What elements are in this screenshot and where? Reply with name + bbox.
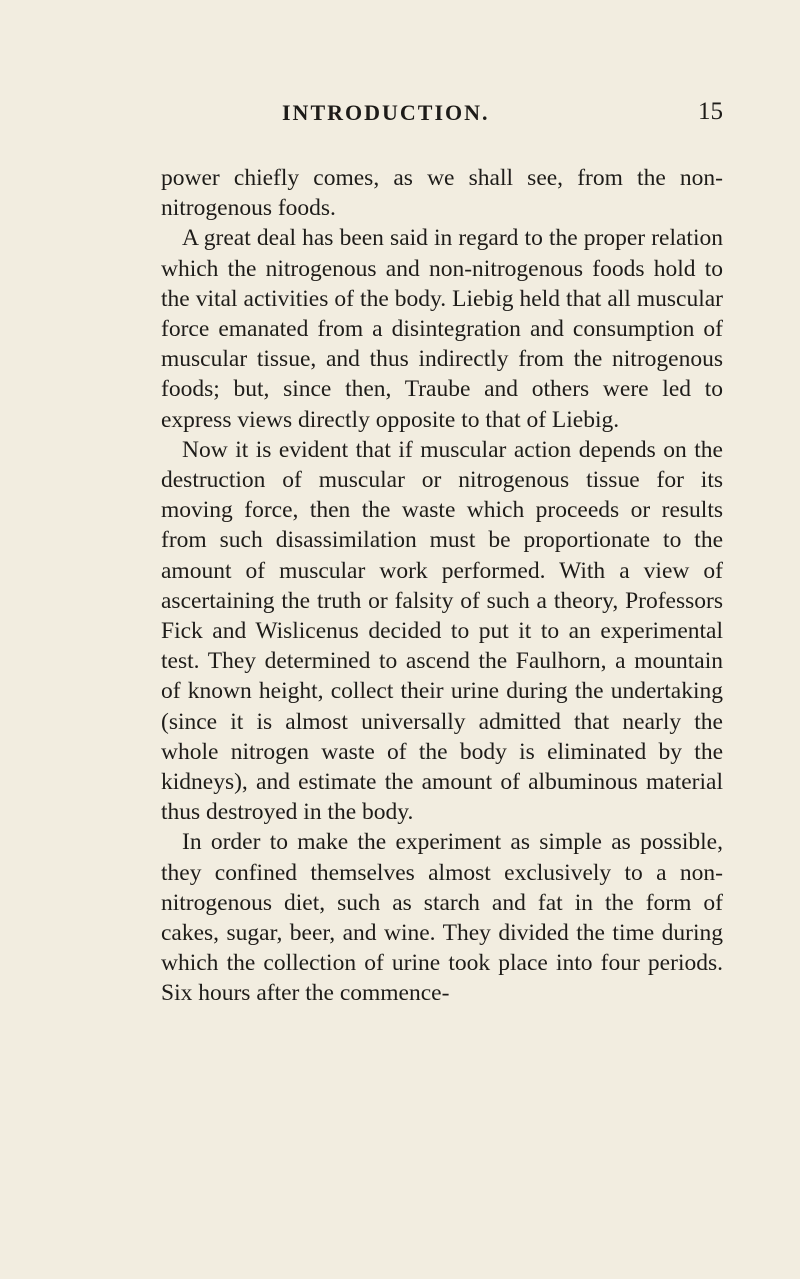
body-text <box>161 163 723 1009</box>
chapter-title: INTRODUCTION. <box>282 100 490 125</box>
paragraph-1: power chiefly comes, as we shall see, from the non-nitrogenous foods. <box>161 165 723 222</box>
paragraph-4: In order to make the experiment as simple as possible, they confined themselves almost exclusively to a non-nitrogenous diet, such as starch and fat in the form of cakes, sugar, beer, and wine. They divided the time during which the collection of urine took place into four periods. Six hours after the commence- <box>161 829 723 1007</box>
paragraph-3: Now it is evident that if muscular action depends on the destruction of muscular or nitrogenous tissue for its moving force, then the waste which proceeds or results from such disassimilation must be proportionate to the amount of muscular work performed. With a view of ascertaining the truth or falsity of such a theory, Professors Fick and Wislicenus decided to put it to an experimental test. They determined to ascend the Faulhorn, a mountain of known height, collect their urine during the undertaking (since it is almost universally admitted that nearly the whole nitrogen waste of the body is eliminated by the kidneys), and estimate the amount of albuminous material thus destroyed in the body. <box>161 436 723 826</box>
page-number: 15 <box>698 98 723 125</box>
paragraph-2: A great deal has been said in regard to the proper relation which the nitrogenous and non-nitrogenous foods hold to the vital activities of the body. Liebig held that all muscular force emanated from a disintegration and consumption of muscular tissue, and thus indirectly from the nitrogenous foods; but, since then, Traube and others were led to express views directly opposite to that of Liebig. <box>161 225 723 433</box>
running-head <box>161 100 723 134</box>
